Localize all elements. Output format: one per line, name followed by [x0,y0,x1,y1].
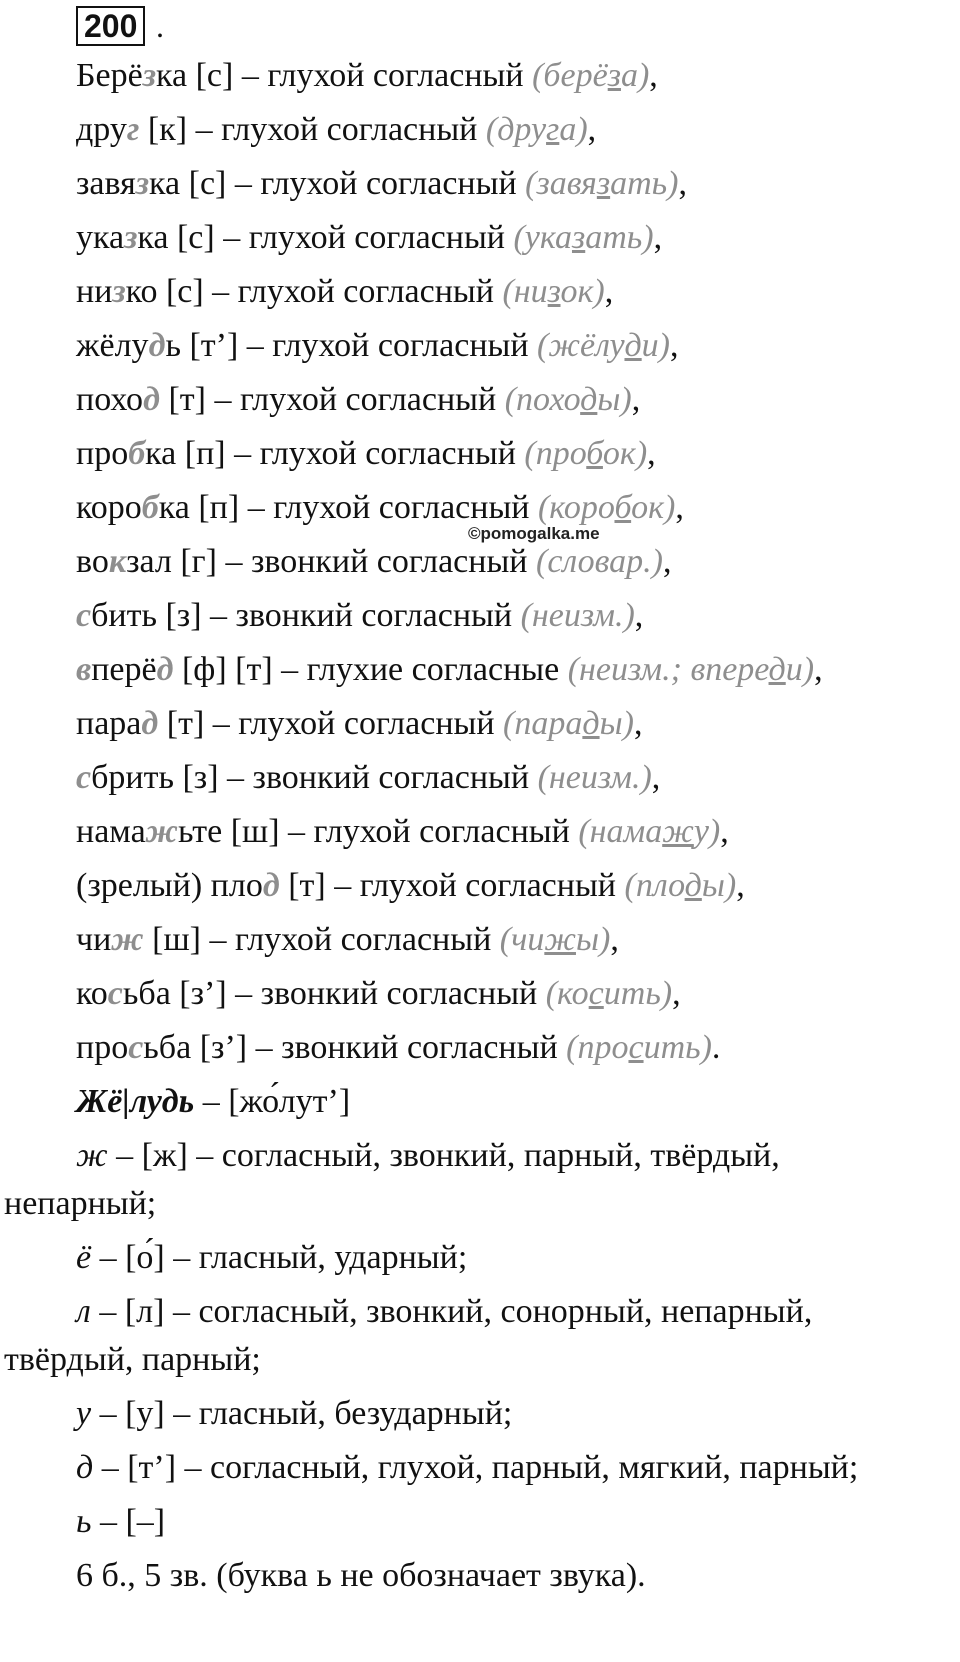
punctuation: , [633,705,643,742]
word-part: нама [76,813,146,850]
analysis-row [76,1292,812,1332]
answer-line [76,218,662,258]
answer-line [76,56,658,96]
word-part: во [76,543,109,580]
analysis-row [76,1238,467,1278]
punctuation: , [634,597,644,634]
analysis-row-continuation: непарный; [4,1185,157,1222]
answer-line [76,704,642,744]
word-part: пара [76,705,142,742]
check-word: (неизм.) [520,597,635,634]
word-part: ь [т’] – глухой согласный [165,327,538,364]
word-part: [ф] [т] – глухие согласные [173,651,568,688]
word-part: ко [с] – глухой согласный [125,273,503,310]
highlighted-letter: д [148,327,166,364]
punctuation: , [814,651,823,688]
highlighted-letter: с [107,975,123,1012]
analysis-word: Жё|лудь [76,1083,195,1120]
word-part: ьба [з’] – звонкий согласный [143,1029,567,1066]
analysis-letter: ь [76,1503,92,1540]
check-word: (просить) [566,1029,712,1066]
check-word: (неизм.) [537,759,652,796]
check-word: (словар.) [536,543,664,580]
punctuation: , [653,219,663,256]
word-part: чи [76,921,112,958]
answer-line [76,434,656,474]
highlighted-letter: с [76,597,92,634]
analysis-letter: у [76,1395,92,1432]
analysis-text: – [л] – согласный, звонкий, сонорный, непарный, [90,1293,813,1330]
highlighted-letter: з [124,219,138,256]
punctuation: , [720,813,729,850]
word-part: дру [76,111,127,148]
word-part: похо [76,381,144,418]
punctuation: . [711,1029,721,1066]
analysis-row [76,1136,780,1176]
analysis-heading [76,1082,350,1122]
analysis-row [76,1394,512,1434]
word-part: ка [п] – глухой согласный [158,489,538,526]
word-part: ка [с] – глухой согласный [137,219,514,256]
check-word: (плоды) [624,867,737,904]
word-part: ука [76,219,125,256]
word-part: ка [с] – глухой согласный [155,57,533,94]
punctuation: , [736,867,745,904]
check-word: (пробок) [524,435,648,472]
word-part: бить [з] – звонкий согласный [91,597,521,634]
word-part: брить [з] – звонкий согласный [91,759,538,796]
highlighted-letter: с [76,759,92,796]
word-part: ка [п] – глухой согласный [145,435,525,472]
punctuation: , [663,543,672,580]
check-word: (указать) [513,219,654,256]
highlighted-letter: в [76,651,92,688]
exercise-number: 200 [76,6,145,46]
highlighted-letter: д [143,381,160,418]
punctuation: , [670,327,679,364]
exercise-number-dot: . [156,8,164,44]
check-word: (друга) [485,111,588,148]
answer-line [76,920,619,960]
answer-line [76,110,596,150]
word-part: про [76,1029,129,1066]
check-word: (намажу) [578,813,721,850]
check-word: (косить) [545,975,673,1012]
word-part: ко [76,975,108,1012]
word-part: ьте [ш] – глухой согласный [178,813,579,850]
analysis-text: – [у] – гласный, безударный; [91,1395,513,1432]
punctuation: , [631,381,641,418]
word-part: завя [76,165,136,202]
analysis-letter: д [76,1449,94,1486]
analysis-row-continuation: твёрдый, парный; [4,1341,261,1378]
highlighted-letter: з [135,165,150,202]
punctuation: , [647,435,656,472]
word-part: [т] – глухой согласный [158,705,504,742]
word-part: [ш] – глухой согласный [143,921,500,958]
highlighted-letter: д [141,705,159,742]
answer-line [76,866,745,906]
highlighted-letter: д [262,867,280,904]
punctuation: , [604,273,614,310]
word-part: про [76,435,129,472]
highlighted-letter: ж [111,921,144,958]
analysis-text: – [–] [91,1503,166,1540]
answer-line [76,326,679,366]
punctuation: , [610,921,619,958]
word-part: ьба [з’] – звонкий согласный [122,975,546,1012]
answer-line [76,758,660,798]
analysis-row [76,1448,858,1488]
answer-line [76,542,672,582]
word-part: жёлу [76,327,149,364]
answer-line [76,380,640,420]
answer-line [76,650,823,690]
punctuation: , [651,759,661,796]
answer-line [76,488,684,528]
word-part: ка [с] – глухой согласный [149,165,526,202]
highlighted-letter: з [112,273,126,310]
word-part: перё [91,651,157,688]
highlighted-letter: ж [145,813,179,850]
check-word: (завязать) [525,165,679,202]
word-part: зал [г] – звонкий согласный [126,543,536,580]
answer-line [76,812,729,852]
answer-line [76,272,613,312]
analysis-letter: л [76,1293,91,1330]
check-word: (парады) [503,705,634,742]
analysis-summary: 6 б., 5 зв. (буква ь не обозначает звука). [76,1557,646,1594]
punctuation: , [587,111,597,148]
analysis-row [76,1502,165,1542]
check-word: (чижы) [499,921,611,958]
word-part: (зрелый) пло [76,867,263,904]
transcription: – [жо́лут’] [194,1083,351,1120]
punctuation: , [675,489,684,526]
analysis-text: – [ж] – согласный, звонкий, парный, твёрдый, [107,1137,780,1174]
check-word: (походы) [504,381,632,418]
analysis-text: – [т’] – согласный, глухой, парный, мягкий, парный; [93,1449,859,1486]
check-word: (берёза) [532,57,650,94]
check-word: (неизм.; впереди) [567,651,815,688]
answer-line [76,1028,720,1068]
punctuation: , [672,975,681,1012]
check-word: (жёлуди) [537,327,670,364]
answer-line [76,596,643,636]
answer-line [76,164,687,204]
word-part: [т] – глухой согласный [159,381,505,418]
highlighted-letter: к [108,543,127,580]
highlighted-letter: б [141,489,159,526]
word-part: ни [76,273,113,310]
check-word: (низок) [502,273,605,310]
analysis-text: – [о́] – гласный, ударный; [91,1239,468,1276]
analysis-letter: ж [76,1137,108,1174]
highlighted-letter: д [156,651,174,688]
highlighted-letter: з [142,57,156,94]
highlighted-letter: с [128,1029,144,1066]
word-part: Берё [76,57,143,94]
answer-line [76,974,681,1014]
word-part: [к] – глухой согласный [139,111,486,148]
analysis-letter: ё [76,1239,92,1276]
word-part: коро [76,489,142,526]
highlighted-letter: г [126,111,140,148]
highlighted-letter: б [128,435,146,472]
punctuation: , [649,57,658,94]
watermark: ©pomogalka.me [468,524,600,543]
punctuation: , [678,165,687,202]
check-word: (коробок) [537,489,676,526]
word-part: [т] – глухой согласный [279,867,625,904]
